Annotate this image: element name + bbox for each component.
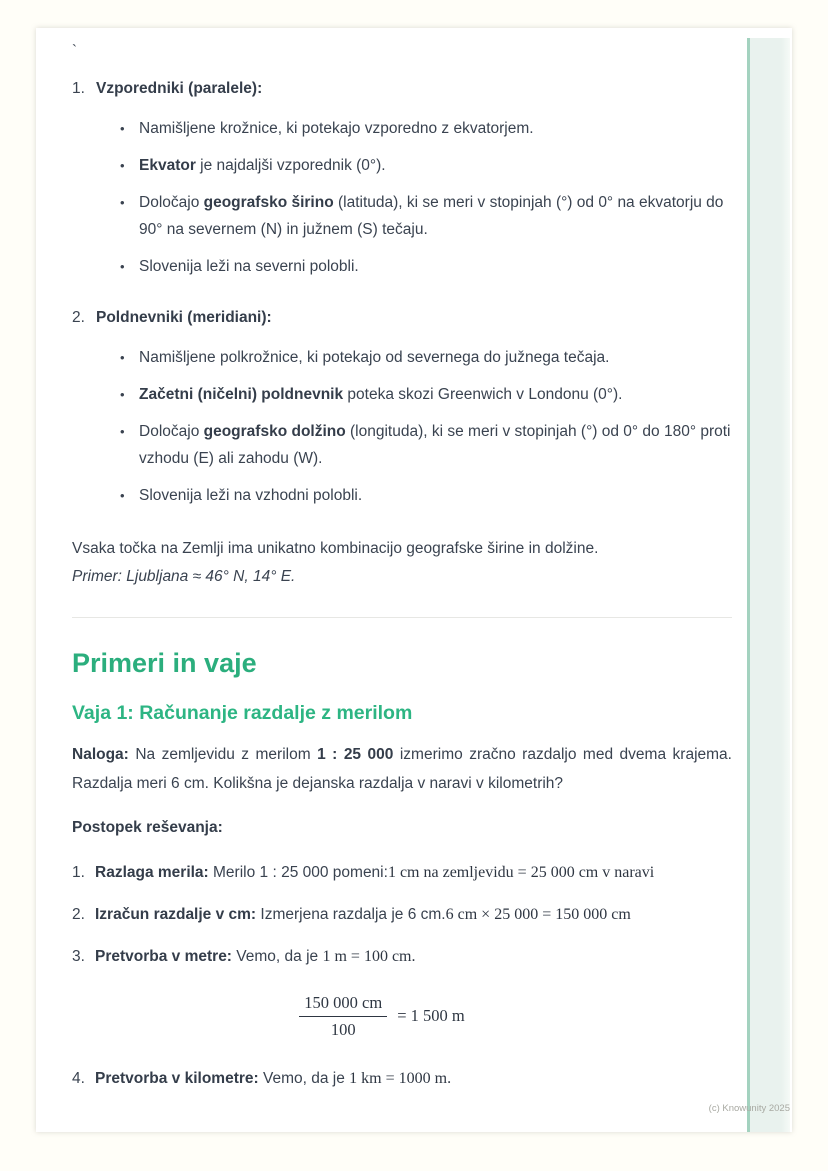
section-divider	[72, 617, 732, 618]
step-1: 1. Razlaga merila: Merilo 1 : 25 000 pomeni:1 cm na zemljevidu = 25 000 cm v naravi	[72, 859, 732, 888]
bullet-list	[120, 116, 732, 281]
list-item	[120, 254, 732, 281]
math-inline: 1 m = 100 cm.	[322, 947, 416, 965]
section-poldnevniki	[72, 305, 732, 520]
bullet-icon: •	[120, 349, 125, 365]
fraction-denominator: 100	[330, 1019, 356, 1039]
section-title: Poldnevniki (meridiani):	[96, 308, 272, 326]
document-page	[36, 28, 792, 1132]
section-title: Vzporedniki (paralele):	[96, 80, 263, 97]
step-number: 2.	[72, 906, 85, 924]
list-item	[120, 419, 732, 473]
step-number: 4.	[72, 1070, 85, 1088]
bullet-icon: •	[120, 120, 125, 136]
step-4: 4. Pretvorba v kilometre: Vemo, da je 1 km = 1000 m.	[72, 1065, 732, 1094]
procedure-steps	[72, 859, 732, 1094]
list-item	[120, 483, 732, 510]
bullet-text: Določajo geografsko dolžino (longituda), ki se meri v stopinjah (°) od 0° do 180° proti vzhodu (E) ali zahodu (W).	[139, 422, 731, 467]
bullet-text: Določajo geografsko širino (latituda), ki se meri v stopinjah (°) od 0° na ekvatorju do 90° na severnem (N) in južnem (S) tečaju.	[139, 193, 724, 238]
task-paragraph: Naloga: Na zemljevidu z merilom 1 : 25 000 izmerimo zračno razdaljo med dvema krajema. Razdalja meri 6 cm. Kolikšna je dejanska razdalja v naravi v kilometrih?	[72, 746, 732, 792]
list-item	[120, 190, 732, 244]
watermark: (c) Knowunity 2025	[708, 1103, 790, 1114]
section-number: 2.	[72, 308, 85, 326]
heading-primeri-in-vaje: Primeri in vaje	[72, 647, 257, 678]
step-number: 3.	[72, 947, 85, 965]
math-inline: 6 cm × 25 000 = 150 000 cm	[445, 906, 631, 924]
bullet-icon: •	[120, 386, 125, 402]
bullet-text: Namišljene polkrožnice, ki potekajo od severnega do južnega tečaja.	[139, 348, 610, 366]
bullet-text: Slovenija leži na vzhodni polobli.	[139, 486, 363, 504]
task-label: Naloga:	[72, 746, 129, 763]
fraction-numerator: 150 000 cm	[299, 992, 387, 1017]
bullet-icon: •	[120, 423, 125, 439]
step-2: 2. Izračun razdalje v cm: Izmerjena razdalja je 6 cm.6 cm × 25 000 = 150 000 cm	[72, 901, 732, 930]
math-inline: 1 cm na zemljevidu = 25 000 cm v naravi	[387, 864, 655, 882]
list-item	[120, 382, 732, 409]
math-inline: 1 km = 1000 m.	[349, 1070, 452, 1088]
bullet-icon: •	[120, 487, 125, 503]
fraction-equation	[72, 992, 692, 1042]
summary-paragraph: Vsaka točka na Zemlji ima unikatno kombinacijo geografske širine in dolžine.	[72, 539, 599, 557]
bullet-icon: •	[120, 194, 125, 210]
document-content	[72, 28, 732, 1132]
fraction-result: = 1 500 m	[397, 1006, 465, 1026]
bullet-text: Namišljene krožnice, ki potekajo vzporedno z ekvatorjem.	[139, 119, 534, 137]
subheading-vaja-1: Vaja 1: Računanje razdalje z merilom	[72, 701, 413, 724]
example-line: Primer: Ljubljana ≈ 46° N, 14° E.	[72, 567, 296, 585]
bullet-text: Začetni (ničelni) poldnevnik poteka skozi Greenwich v Londonu (0°).	[139, 385, 623, 403]
bullet-list	[120, 345, 732, 510]
bullet-text: Slovenija leži na severni polobli.	[139, 257, 359, 275]
fraction	[299, 992, 387, 1042]
stray-backtick: `	[72, 42, 77, 59]
list-item	[120, 345, 732, 372]
bullet-icon: •	[120, 157, 125, 173]
page-side-highlight-strip	[747, 38, 790, 1132]
scale-value: 1 : 25 000	[317, 746, 394, 763]
step-3: 3. Pretvorba v metre: Vemo, da je 1 m = 100 cm.	[72, 943, 732, 972]
step-number: 1.	[72, 864, 85, 882]
section-vzporedniki	[72, 76, 732, 291]
section-number: 1.	[72, 80, 85, 97]
bullet-icon: •	[120, 258, 125, 274]
bullet-text: Ekvator je najdaljši vzporednik (0°).	[139, 156, 386, 174]
list-item	[120, 116, 732, 143]
list-item	[120, 153, 732, 180]
procedure-label: Postopek reševanja:	[72, 819, 223, 837]
